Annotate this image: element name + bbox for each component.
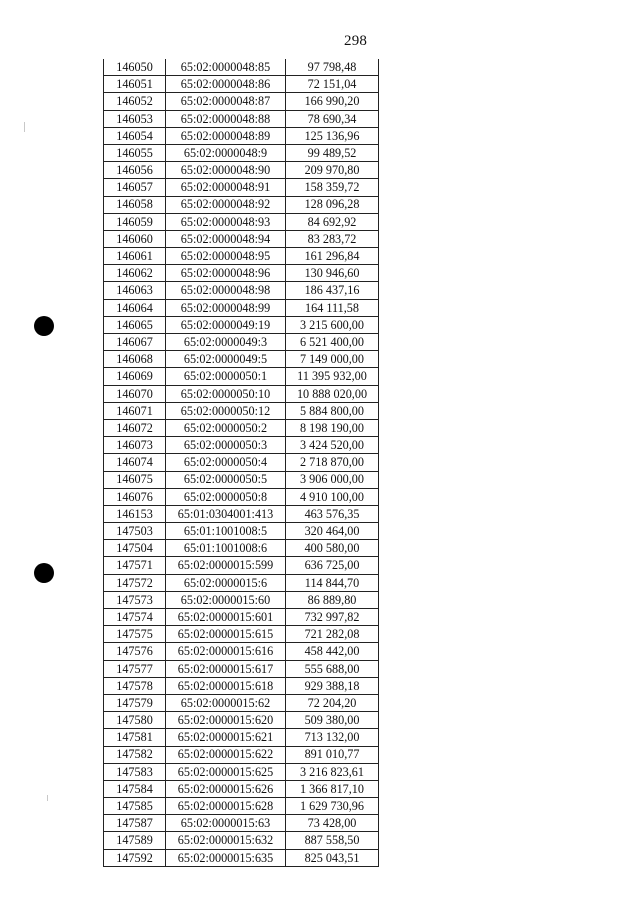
- cadastral-number-cell: 65:02:0000048:95: [166, 248, 286, 265]
- record-number-cell: 146056: [104, 162, 166, 179]
- record-number-cell: 146059: [104, 213, 166, 230]
- record-number-cell: 146067: [104, 334, 166, 351]
- value-cell: 78 690,34: [286, 110, 379, 127]
- value-cell: 929 388,18: [286, 677, 379, 694]
- table-row: [104, 488, 379, 505]
- value-cell: 166 990,20: [286, 93, 379, 110]
- cadastral-number-cell: 65:02:0000015:615: [166, 626, 286, 643]
- record-number-cell: 146153: [104, 505, 166, 522]
- cadastral-number-cell: 65:02:0000015:626: [166, 780, 286, 797]
- cadastral-number-cell: 65:02:0000015:635: [166, 849, 286, 866]
- value-cell: 3 215 600,00: [286, 316, 379, 333]
- table-row: [104, 505, 379, 522]
- record-number-cell: 146074: [104, 454, 166, 471]
- value-cell: 72 204,20: [286, 694, 379, 711]
- table-row: [104, 815, 379, 832]
- record-number-cell: 147584: [104, 780, 166, 797]
- record-number-cell: 147583: [104, 763, 166, 780]
- cadastral-number-cell: 65:02:0000050:1: [166, 368, 286, 385]
- cadastral-number-cell: 65:02:0000048:92: [166, 196, 286, 213]
- table-row: [104, 643, 379, 660]
- record-number-cell: 146076: [104, 488, 166, 505]
- cadastral-number-cell: 65:02:0000049:19: [166, 316, 286, 333]
- cadastral-number-cell: 65:02:0000049:5: [166, 351, 286, 368]
- record-number-cell: 147578: [104, 677, 166, 694]
- record-number-cell: 146050: [104, 59, 166, 76]
- cadastral-number-cell: 65:01:1001008:5: [166, 523, 286, 540]
- table-row: [104, 746, 379, 763]
- cadastral-number-cell: 65:02:0000048:89: [166, 127, 286, 144]
- punch-hole: [34, 563, 54, 583]
- table-row: [104, 59, 379, 76]
- record-number-cell: 147587: [104, 815, 166, 832]
- cadastral-number-cell: 65:02:0000048:93: [166, 213, 286, 230]
- table-row: [104, 574, 379, 591]
- record-number-cell: 147504: [104, 540, 166, 557]
- cadastral-number-cell: 65:02:0000015:601: [166, 609, 286, 626]
- value-cell: 732 997,82: [286, 609, 379, 626]
- record-number-cell: 146062: [104, 265, 166, 282]
- value-cell: 97 798,48: [286, 59, 379, 76]
- record-number-cell: 146051: [104, 76, 166, 93]
- table-row: [104, 419, 379, 436]
- value-cell: 186 437,16: [286, 282, 379, 299]
- record-number-cell: 146073: [104, 437, 166, 454]
- table-row: [104, 729, 379, 746]
- value-cell: 3 906 000,00: [286, 471, 379, 488]
- table-row: [104, 299, 379, 316]
- cadastral-number-cell: 65:02:0000015:616: [166, 643, 286, 660]
- value-cell: 7 149 000,00: [286, 351, 379, 368]
- cadastral-number-cell: 65:01:0304001:413: [166, 505, 286, 522]
- value-cell: 509 380,00: [286, 712, 379, 729]
- record-number-cell: 146054: [104, 127, 166, 144]
- table-row: [104, 763, 379, 780]
- record-number-cell: 146072: [104, 419, 166, 436]
- cadastral-number-cell: 65:02:0000015:625: [166, 763, 286, 780]
- cadastral-number-cell: 65:02:0000050:4: [166, 454, 286, 471]
- cadastral-number-cell: 65:02:0000050:5: [166, 471, 286, 488]
- table-row: [104, 402, 379, 419]
- value-cell: 320 464,00: [286, 523, 379, 540]
- table-row: [104, 316, 379, 333]
- record-number-cell: 147576: [104, 643, 166, 660]
- value-cell: 3 424 520,00: [286, 437, 379, 454]
- cadastral-number-cell: 65:02:0000050:3: [166, 437, 286, 454]
- value-cell: 86 889,80: [286, 591, 379, 608]
- value-cell: 209 970,80: [286, 162, 379, 179]
- record-number-cell: 146060: [104, 230, 166, 247]
- registry-table-body: [104, 59, 379, 866]
- value-cell: 458 442,00: [286, 643, 379, 660]
- value-cell: 72 151,04: [286, 76, 379, 93]
- cadastral-number-cell: 65:02:0000050:12: [166, 402, 286, 419]
- table-row: [104, 162, 379, 179]
- record-number-cell: 147573: [104, 591, 166, 608]
- table-row: [104, 351, 379, 368]
- table-row: [104, 540, 379, 557]
- record-number-cell: 147571: [104, 557, 166, 574]
- value-cell: 125 136,96: [286, 127, 379, 144]
- cadastral-number-cell: 65:02:0000048:85: [166, 59, 286, 76]
- table-row: [104, 780, 379, 797]
- cadastral-number-cell: 65:02:0000048:98: [166, 282, 286, 299]
- cadastral-number-cell: 65:02:0000048:88: [166, 110, 286, 127]
- value-cell: 6 521 400,00: [286, 334, 379, 351]
- table-row: [104, 832, 379, 849]
- value-cell: 825 043,51: [286, 849, 379, 866]
- cadastral-number-cell: 65:02:0000015:632: [166, 832, 286, 849]
- record-number-cell: 146055: [104, 144, 166, 161]
- cadastral-number-cell: 65:02:0000015:617: [166, 660, 286, 677]
- cadastral-number-cell: 65:02:0000048:86: [166, 76, 286, 93]
- value-cell: 713 132,00: [286, 729, 379, 746]
- table-row: [104, 385, 379, 402]
- value-cell: 887 558,50: [286, 832, 379, 849]
- value-cell: 114 844,70: [286, 574, 379, 591]
- record-number-cell: 147574: [104, 609, 166, 626]
- record-number-cell: 146064: [104, 299, 166, 316]
- cadastral-number-cell: 65:02:0000048:94: [166, 230, 286, 247]
- record-number-cell: 147572: [104, 574, 166, 591]
- value-cell: 636 725,00: [286, 557, 379, 574]
- record-number-cell: 146052: [104, 93, 166, 110]
- record-number-cell: 146070: [104, 385, 166, 402]
- cadastral-number-cell: 65:02:0000050:2: [166, 419, 286, 436]
- scan-mark: [24, 122, 25, 132]
- record-number-cell: 147503: [104, 523, 166, 540]
- value-cell: 84 692,92: [286, 213, 379, 230]
- table-row: [104, 454, 379, 471]
- cadastral-number-cell: 65:02:0000015:620: [166, 712, 286, 729]
- record-number-cell: 147581: [104, 729, 166, 746]
- table-row: [104, 798, 379, 815]
- value-cell: 83 283,72: [286, 230, 379, 247]
- table-row: [104, 230, 379, 247]
- record-number-cell: 146075: [104, 471, 166, 488]
- table-row: [104, 76, 379, 93]
- record-number-cell: 147585: [104, 798, 166, 815]
- scan-mark: [47, 795, 48, 801]
- record-number-cell: 146063: [104, 282, 166, 299]
- table-row: [104, 694, 379, 711]
- table-row: [104, 471, 379, 488]
- table-row: [104, 93, 379, 110]
- cadastral-number-cell: 65:01:1001008:6: [166, 540, 286, 557]
- value-cell: 463 576,35: [286, 505, 379, 522]
- table-row: [104, 368, 379, 385]
- page-number: 298: [344, 33, 368, 49]
- table-row: [104, 213, 379, 230]
- record-number-cell: 146065: [104, 316, 166, 333]
- value-cell: 2 718 870,00: [286, 454, 379, 471]
- value-cell: 11 395 932,00: [286, 368, 379, 385]
- cadastral-number-cell: 65:02:0000015:628: [166, 798, 286, 815]
- table-row: [104, 127, 379, 144]
- value-cell: 158 359,72: [286, 179, 379, 196]
- table-row: [104, 144, 379, 161]
- cadastral-number-cell: 65:02:0000015:618: [166, 677, 286, 694]
- record-number-cell: 147592: [104, 849, 166, 866]
- record-number-cell: 147589: [104, 832, 166, 849]
- record-number-cell: 146068: [104, 351, 166, 368]
- value-cell: 128 096,28: [286, 196, 379, 213]
- cadastral-number-cell: 65:02:0000049:3: [166, 334, 286, 351]
- cadastral-number-cell: 65:02:0000015:62: [166, 694, 286, 711]
- record-number-cell: 147577: [104, 660, 166, 677]
- record-number-cell: 147575: [104, 626, 166, 643]
- value-cell: 164 111,58: [286, 299, 379, 316]
- table-row: [104, 712, 379, 729]
- cadastral-number-cell: 65:02:0000015:622: [166, 746, 286, 763]
- cadastral-number-cell: 65:02:0000050:10: [166, 385, 286, 402]
- table-row: [104, 110, 379, 127]
- record-number-cell: 146071: [104, 402, 166, 419]
- value-cell: 161 296,84: [286, 248, 379, 265]
- table-row: [104, 557, 379, 574]
- cadastral-number-cell: 65:02:0000048:9: [166, 144, 286, 161]
- table-row: [104, 196, 379, 213]
- table-row: [104, 626, 379, 643]
- value-cell: 891 010,77: [286, 746, 379, 763]
- cadastral-number-cell: 65:02:0000050:8: [166, 488, 286, 505]
- record-number-cell: 147580: [104, 712, 166, 729]
- value-cell: 10 888 020,00: [286, 385, 379, 402]
- record-number-cell: 146053: [104, 110, 166, 127]
- registry-table: [103, 59, 379, 867]
- record-number-cell: 146061: [104, 248, 166, 265]
- record-number-cell: 147579: [104, 694, 166, 711]
- cadastral-number-cell: 65:02:0000048:96: [166, 265, 286, 282]
- value-cell: 73 428,00: [286, 815, 379, 832]
- table-row: [104, 248, 379, 265]
- cadastral-number-cell: 65:02:0000015:63: [166, 815, 286, 832]
- cadastral-number-cell: 65:02:0000015:621: [166, 729, 286, 746]
- cadastral-number-cell: 65:02:0000048:87: [166, 93, 286, 110]
- value-cell: 721 282,08: [286, 626, 379, 643]
- cadastral-number-cell: 65:02:0000048:91: [166, 179, 286, 196]
- value-cell: 99 489,52: [286, 144, 379, 161]
- value-cell: 3 216 823,61: [286, 763, 379, 780]
- table-row: [104, 334, 379, 351]
- cadastral-number-cell: 65:02:0000015:599: [166, 557, 286, 574]
- punch-hole: [34, 316, 54, 336]
- record-number-cell: 147582: [104, 746, 166, 763]
- value-cell: 555 688,00: [286, 660, 379, 677]
- table-row: [104, 523, 379, 540]
- record-number-cell: 146069: [104, 368, 166, 385]
- value-cell: 8 198 190,00: [286, 419, 379, 436]
- cadastral-number-cell: 65:02:0000048:90: [166, 162, 286, 179]
- record-number-cell: 146058: [104, 196, 166, 213]
- table-row: [104, 265, 379, 282]
- cadastral-number-cell: 65:02:0000048:99: [166, 299, 286, 316]
- value-cell: 1 366 817,10: [286, 780, 379, 797]
- table-row: [104, 677, 379, 694]
- cadastral-number-cell: 65:02:0000015:6: [166, 574, 286, 591]
- table-row: [104, 849, 379, 866]
- value-cell: 130 946,60: [286, 265, 379, 282]
- table-row: [104, 609, 379, 626]
- value-cell: 400 580,00: [286, 540, 379, 557]
- cadastral-number-cell: 65:02:0000015:60: [166, 591, 286, 608]
- value-cell: 4 910 100,00: [286, 488, 379, 505]
- table-row: [104, 591, 379, 608]
- table-row: [104, 660, 379, 677]
- record-number-cell: 146057: [104, 179, 166, 196]
- value-cell: 5 884 800,00: [286, 402, 379, 419]
- table-row: [104, 179, 379, 196]
- table-row: [104, 282, 379, 299]
- table-row: [104, 437, 379, 454]
- value-cell: 1 629 730,96: [286, 798, 379, 815]
